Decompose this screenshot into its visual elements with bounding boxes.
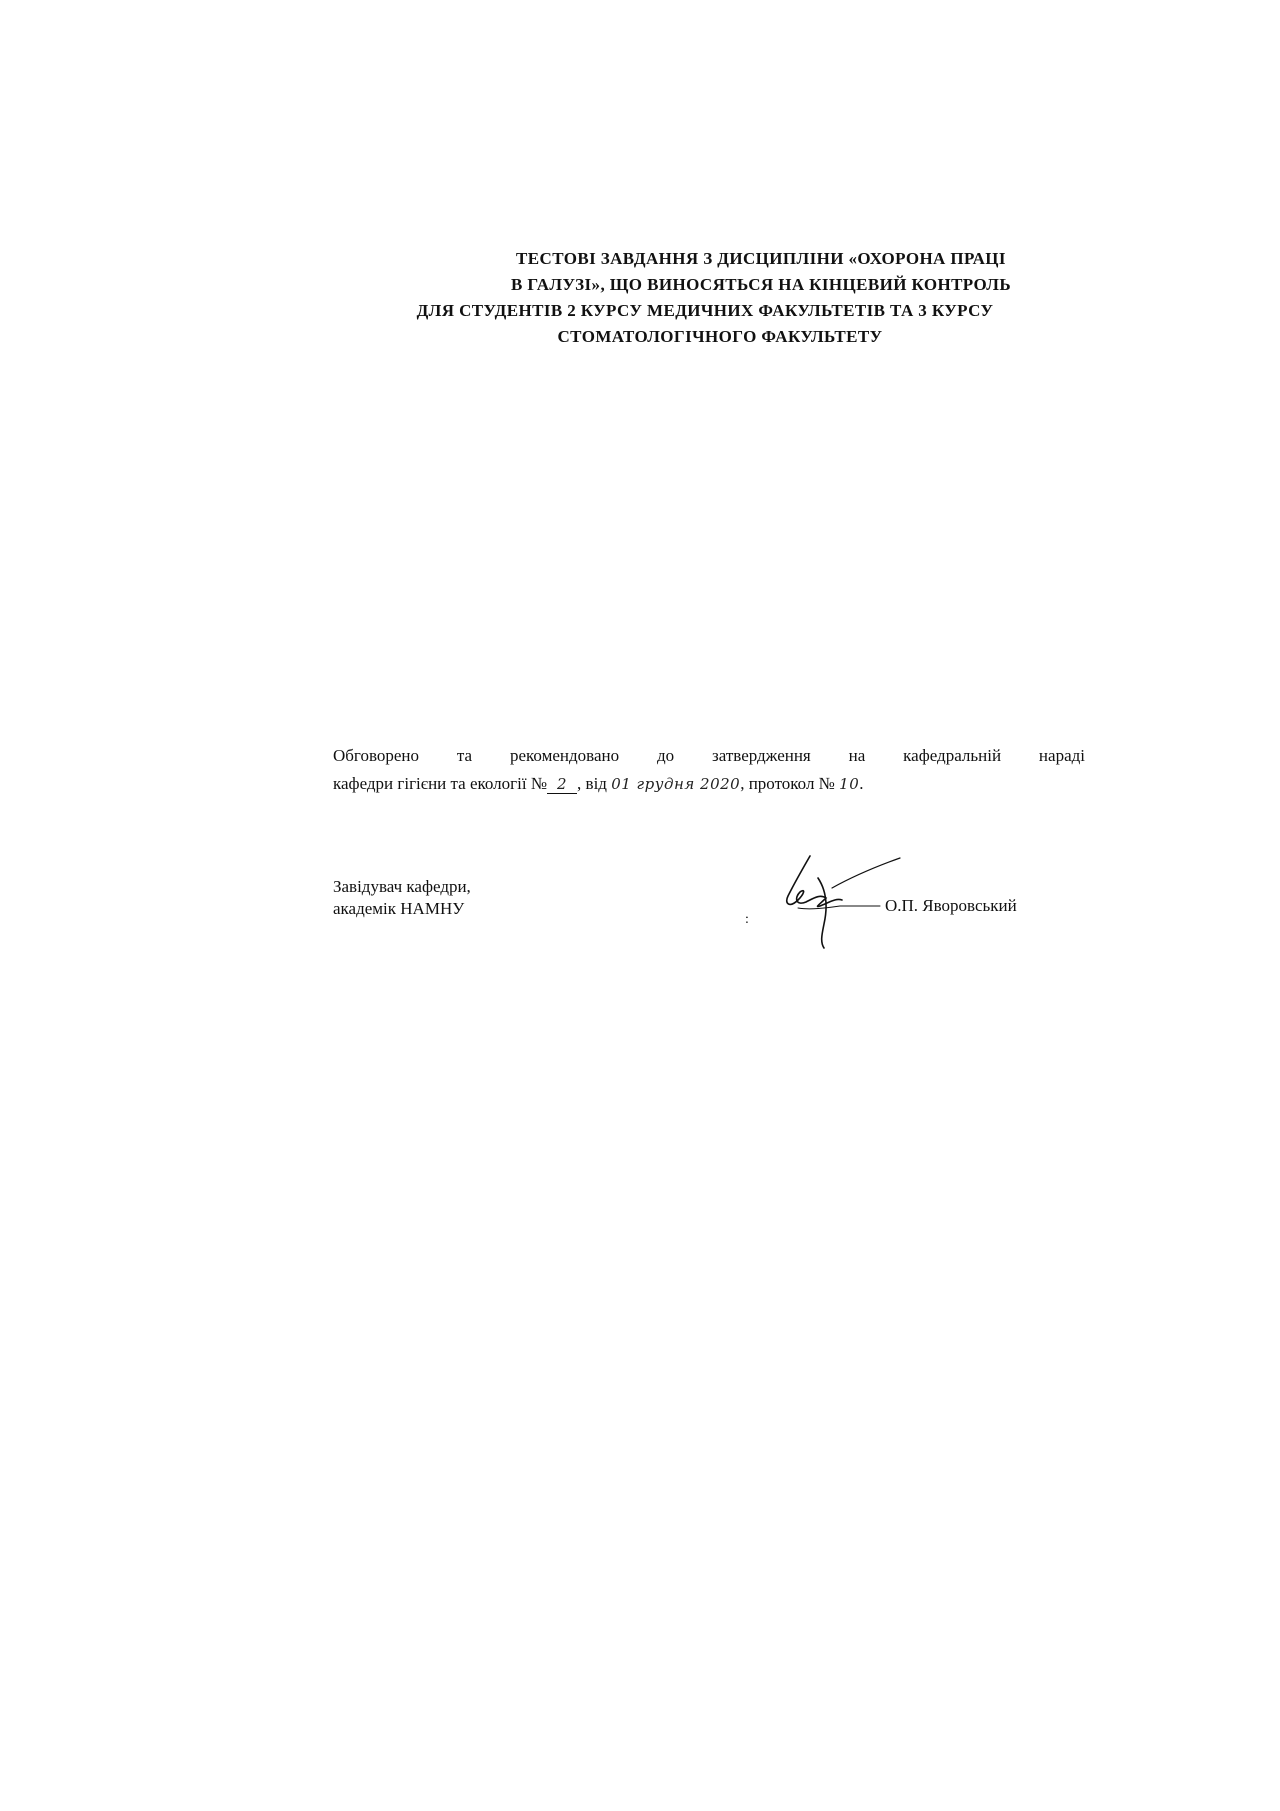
title-line-2: В ГАЛУЗІ», ЩО ВИНОСЯТЬСЯ НА КІНЦЕВИЙ КОНТРОЛЬ <box>511 275 1011 294</box>
title-line-4: СТОМАТОЛОГІЧНОГО ФАКУЛЬТЕТУ <box>557 327 883 346</box>
approval-line-2-protocol: , протокол № <box>740 774 835 793</box>
head-of-department-title <box>333 876 471 920</box>
title-line-1: ТЕСТОВІ ЗАВДАННЯ З ДИСЦИПЛІНИ «ОХОРОНА ПРАЦІ <box>516 249 1006 268</box>
signature-mark: : <box>745 912 749 927</box>
approval-line-2-prefix: кафедри гігієни та екології № <box>333 774 548 793</box>
protocol-number: 10 <box>839 775 860 793</box>
head-position-line-2: академік НАМНУ <box>333 899 465 918</box>
approval-line-2-end: . <box>859 774 864 793</box>
approval-line-1: Обговорено та рекомендовано до затвердження на кафедральній нараді <box>333 746 1085 765</box>
approval-paragraph <box>333 742 1085 798</box>
head-name: О.П. Яворовський <box>885 896 1017 915</box>
approval-line-2-mid: , від <box>577 774 607 793</box>
meeting-date: 01 грудня 2020 <box>611 775 741 793</box>
meeting-number: 2 <box>547 775 577 794</box>
document-title <box>320 246 1090 350</box>
head-position-line-1: Завідувач кафедри, <box>333 877 471 896</box>
title-line-3: ДЛЯ СТУДЕНТІВ 2 КУРСУ МЕДИЧНИХ ФАКУЛЬТЕТІВ ТА 3 КУРСУ <box>416 301 994 320</box>
approval-line-2 <box>333 770 1085 798</box>
